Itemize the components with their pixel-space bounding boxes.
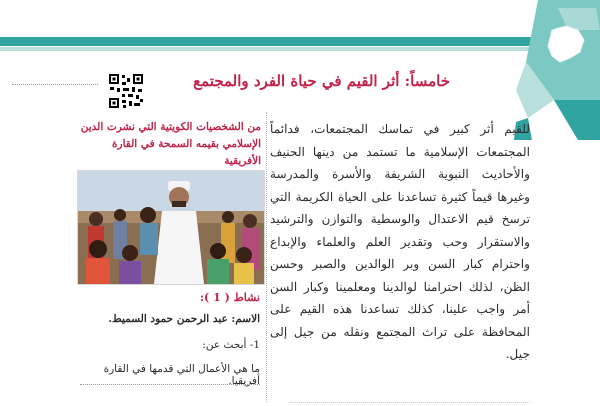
section-title: خامساً: أثر القيم في حياة الفرد والمجتمع [193, 72, 450, 90]
header-stripe-light [0, 47, 540, 51]
activity-task: 1- أبحث عن: [202, 339, 260, 351]
activity-question: ما هي الأعمال التي قدمها في القارة أفريقيا. [103, 363, 260, 387]
qr-code-icon[interactable] [108, 73, 144, 109]
photo-caption: من الشخصيات الكويتية التي نشرت الدين الإسلامي بقيمه السمحة في القارة الأفريقية [80, 121, 261, 167]
main-paragraph: للقيم أثر كبير في تماسك المجتمعات، فدائماً المجتمعات الإسلامية ما تستمد من دينها الحنيف والأحاديث النبوية الشريفة والأسرة والمدرسة وغيرها قيماً كثيرة تساعدنا على الحياة الكريمة التي ترسخ قيم الاعتدال والوسطية والتوازن والترشيد والاستقرار وحب وتقدير العلم والعلماء والإبداع واحترام كبار السن وبر الوالدين والصبر وحسن الظن، لذلك احترامنا لوالدينا ومعلمينا وكبار السن أمر واجب علينا، كذلك تساعدنا هذه القيم على المحافظة على تراث المجتمع ونقله من جيل إلى جيل. [270, 122, 530, 361]
left-dotted-rule [12, 84, 98, 85]
activity-name-line: الاسم: عبد الرحمن حمود السميط. [108, 313, 260, 325]
column-divider [266, 112, 267, 402]
bottom-dotted-rule [290, 402, 530, 403]
answer-dotted-line [80, 384, 260, 385]
activity-title: نشاط ( 1 ): [199, 291, 260, 304]
photo-illustration [77, 170, 265, 285]
header-stripe-dark [0, 37, 540, 46]
